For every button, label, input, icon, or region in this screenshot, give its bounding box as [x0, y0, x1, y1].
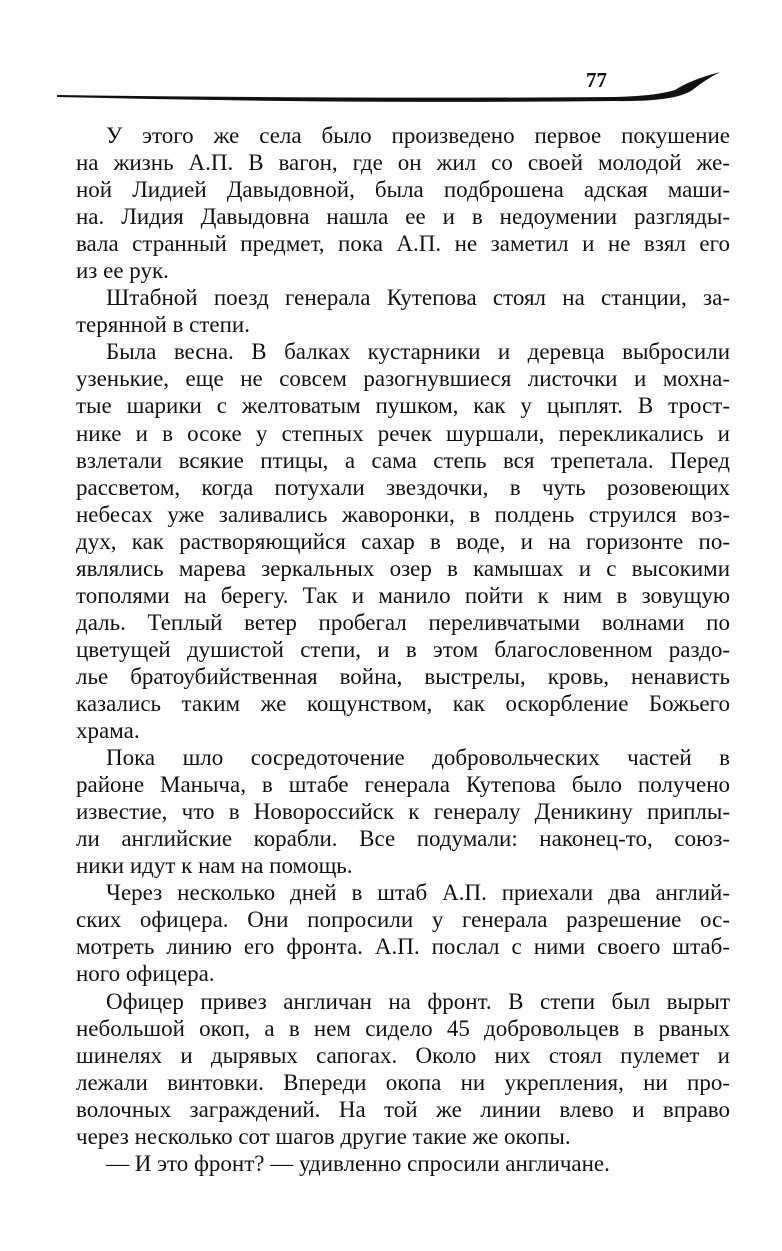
text-line: казались таким же кощунством, как оскорбление Божьего — [76, 690, 730, 716]
paragraph — [76, 744, 730, 879]
text-line: районе Маныча, в штабе генерала Кутепова было получено — [76, 772, 730, 798]
text-line: ли английские корабли. Все подумали: наконец-то, союз- — [76, 826, 730, 852]
text-line: известие, что в Новороссийск к генералу Деникину приплы- — [76, 799, 730, 825]
text-line: храма. — [76, 718, 140, 744]
text-line: — И это фронт? — удивленно спросили англичане. — [106, 1150, 610, 1176]
text-line: вала странный предмет, пока А.П. не заметил и не взял его — [76, 231, 730, 257]
text-line: на жизнь А.П. В вагон, где он жил со своей молодой же- — [76, 150, 730, 176]
text-line: взлетали всякие птицы, а сама степь вся трепетала. Перед — [76, 447, 730, 473]
paragraph — [76, 988, 730, 1150]
text-line: цветущей душистой степи, и в этом благословенном раздо- — [76, 636, 730, 662]
page-number: 77 — [586, 68, 607, 92]
text-line: ного офицера. — [76, 961, 215, 987]
text-line: нике и в осоке у степных речек шуршали, перекликались и — [76, 420, 730, 446]
text-line: терянной в степи. — [76, 312, 250, 338]
text-line: рассветом, когда потухали звездочки, в чуть розовеющих — [76, 474, 730, 500]
header-rule-ornament — [55, 66, 735, 106]
text-line: Через несколько дней в штаб А.П. приехали два англий- — [106, 880, 730, 906]
text-line: У этого же села было произведено первое покушение — [106, 123, 730, 148]
text-line: на. Лидия Давыдовна нашла ее и в недоумении разгляды- — [76, 204, 730, 230]
text-line: мотреть линию его фронта. А.П. послал с ними своего штаб- — [76, 934, 730, 960]
text-line: из ее рук. — [76, 258, 169, 284]
text-line: дух, как растворяющийся сахар в воде, и на горизонте по- — [76, 528, 730, 554]
paragraph — [76, 879, 730, 987]
paragraph — [76, 1150, 730, 1177]
text-line: ники идут к нам на помощь. — [76, 853, 353, 879]
text-line: тополями на берегу. Так и манило пойти к ним в зовущую — [76, 582, 730, 608]
body-text — [76, 122, 730, 1177]
text-line: узенькие, еще не совсем разогнувшиеся листочки и мохна- — [76, 366, 730, 392]
text-line: шинелях и дырявых сапогах. Около них стоял пулемет и — [76, 1042, 730, 1068]
text-line: Пока шло сосредоточение добровольческих частей в — [106, 745, 730, 771]
text-line: небесах уже заливались жаворонки, в полдень струился воз- — [76, 501, 730, 527]
text-line: тые шарики с желтоватым пушком, как у цыплят. В трост- — [76, 393, 730, 419]
text-line: лье братоубийственная война, выстрелы, кровь, ненависть — [76, 663, 730, 689]
text-line: Офицер привез англичан на фронт. В степи был вырыт — [106, 988, 730, 1014]
text-line: Штабной поезд генерала Кутепова стоял на станции, за- — [106, 285, 730, 311]
text-line: являлись марева зеркальных озер в камышах и с высокими — [76, 555, 730, 581]
text-line: ной Лидией Давыдовной, была подброшена адская маши- — [76, 177, 730, 203]
paragraph — [76, 284, 730, 338]
text-line: даль. Теплый ветер пробегал переливчатыми волнами по — [76, 609, 730, 635]
text-line: через несколько сот шагов другие такие же окопы. — [76, 1123, 571, 1149]
text-line: Была весна. В балках кустарники и деревца выбросили — [106, 339, 730, 365]
paragraph — [76, 338, 730, 744]
text-line: лежали винтовки. Впереди окопа ни укрепления, ни про- — [76, 1069, 730, 1095]
text-line: ских офицера. Они попросили у генерала разрешение ос- — [76, 907, 730, 933]
text-line: небольшой окоп, а в нем сидело 45 добровольцев в рваных — [76, 1015, 730, 1041]
paragraph — [76, 122, 730, 284]
text-line: волочных заграждений. На той же линии влево и вправо — [76, 1096, 730, 1122]
